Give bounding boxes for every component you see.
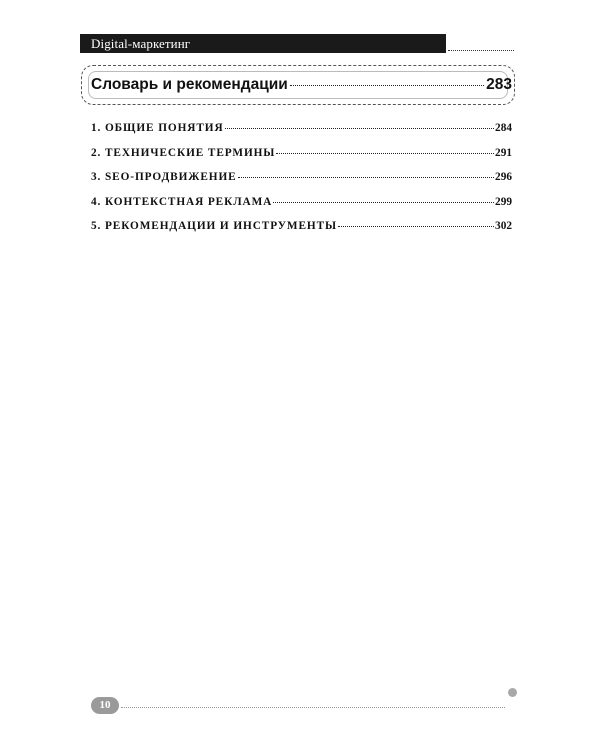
section-page-number: 283	[486, 76, 512, 93]
dot-leader	[338, 226, 494, 227]
toc-entry-page: 284	[495, 122, 512, 134]
toc-list	[91, 122, 512, 245]
dot-leader	[276, 153, 494, 154]
dot-leader	[225, 128, 495, 129]
section-title: Словарь и рекомендации	[91, 76, 288, 93]
toc-entry-label: 5. РЕКОМЕНДАЦИИ И ИНСТРУМЕНТЫ	[91, 220, 338, 232]
toc-entry[interactable]	[91, 122, 512, 147]
dot-leader	[238, 177, 494, 178]
toc-entry-page: 299	[495, 195, 512, 208]
toc-entry[interactable]	[91, 147, 512, 172]
toc-entry-label: 1. ОБЩИЕ ПОНЯТИЯ	[91, 122, 224, 134]
toc-entry-label: 2. ТЕХНИЧЕСКИЕ ТЕРМИНЫ	[91, 146, 276, 159]
header-dotted-rule	[448, 48, 514, 51]
toc-entry-page: 296	[495, 171, 512, 183]
section-heading-row[interactable]	[91, 76, 512, 94]
footer-circle-ornament	[508, 688, 517, 697]
toc-entry[interactable]	[91, 196, 512, 221]
dot-leader	[290, 85, 484, 86]
page-number-badge: 10	[91, 697, 119, 714]
footer-dotted-rule	[121, 705, 505, 708]
toc-entry[interactable]	[91, 220, 512, 245]
toc-entry-label: 4. КОНТЕКСТНАЯ РЕКЛАМА	[91, 195, 273, 208]
toc-entry[interactable]	[91, 171, 512, 196]
dot-leader	[273, 202, 494, 203]
toc-entry-page: 302	[495, 220, 512, 232]
toc-entry-label: 3. SEO-ПРОДВИЖЕНИЕ	[91, 171, 237, 183]
toc-entry-page: 291	[495, 146, 512, 159]
running-header-title: Digital-маркетинг	[91, 36, 191, 51]
